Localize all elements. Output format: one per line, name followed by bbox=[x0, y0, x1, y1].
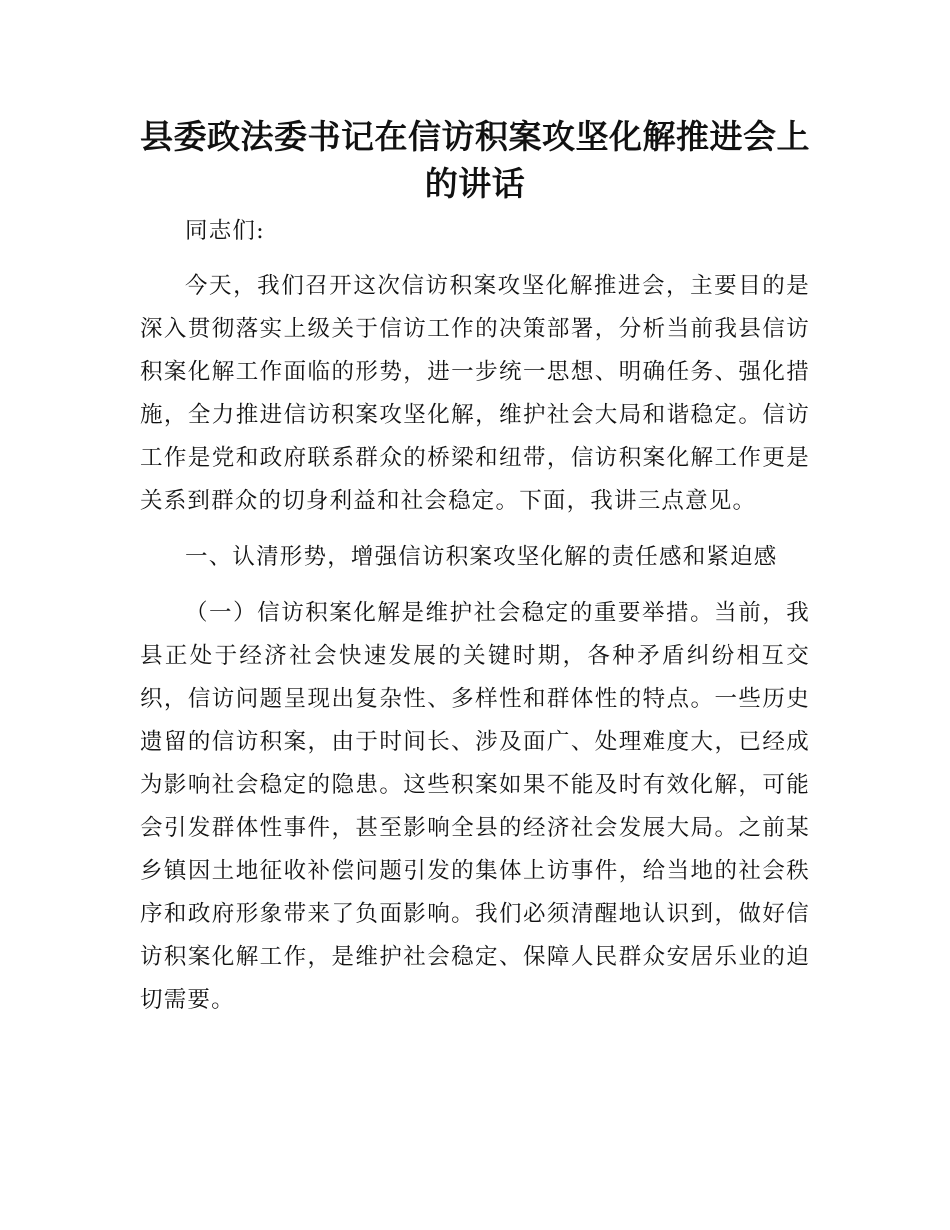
document-title: 县委政法委书记在信访积案攻坚化解推进会上的讲话 bbox=[140, 117, 810, 203]
section-heading-1: 一、认清形势，增强信访积案攻坚化解的责任感和紧迫感 bbox=[185, 544, 778, 570]
document-body bbox=[140, 210, 810, 1035]
paragraph-subsection-1: （一）信访积案化解是维护社会稳定的重要举措。当前，我县正处于经济社会快速发展的关键时期，各种矛盾纠纷相互交织，信访问题呈现出复杂性、多样性和群体性的特点。一些历史遗留的信访积案，由于时间长、涉及面广、处理难度大，已经成为影响社会稳定的隐患。这些积案如果不能及时有效化解，可能会引发群体性事件，甚至影响全县的经济社会发展大局。之前某乡镇因土地征收补偿问题引发的集体上访事件，给当地的社会秩序和政府形象带来了负面影响。我们必须清醒地认识到，做好信访积案化解工作，是维护社会稳定、保障人民群众安居乐业的迫切需要。 bbox=[140, 600, 810, 1013]
salutation: 同志们: bbox=[185, 218, 265, 244]
paragraph-intro: 今天，我们召开这次信访积案攻坚化解推进会，主要目的是深入贯彻落实上级关于信访工作的决策部署，分析当前我县信访积案化解工作面临的形势，进一步统一思想、明确任务、强化措施，全力推进信访积案攻坚化解，维护社会大局和谐稳定。信访工作是党和政府联系群众的桥梁和纽带，信访积案化解工作更是关系到群众的切身利益和社会稳定。下面，我讲三点意见。 bbox=[140, 273, 810, 514]
